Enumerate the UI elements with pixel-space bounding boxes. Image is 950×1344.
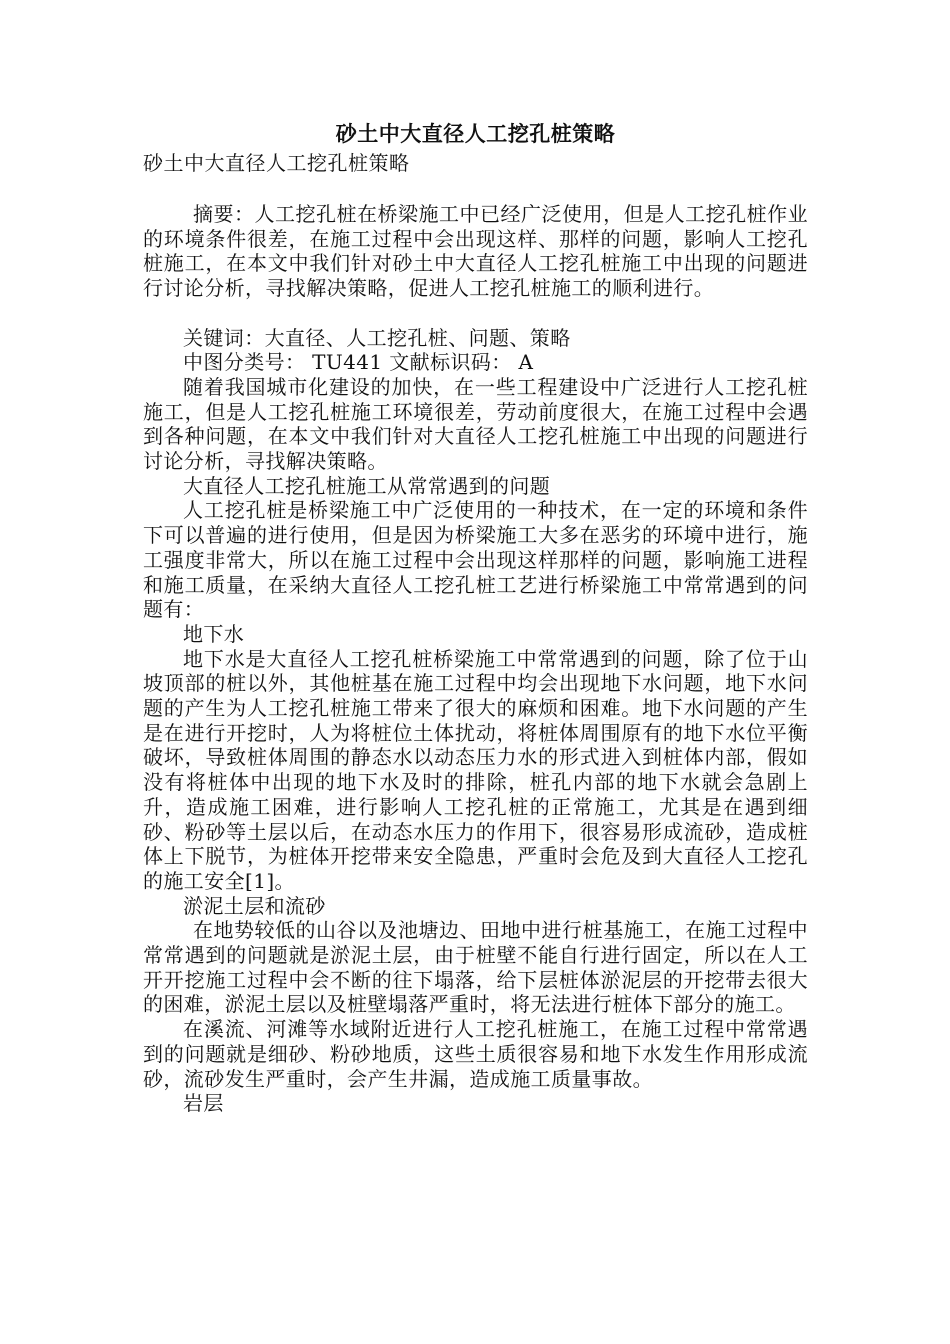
document-page [143,118,808,1116]
classification-line: 中图分类号： TU441 文献标识码： A [183,350,534,375]
subheading-silt-quicksand: 淤泥土层和流砂 [183,893,326,918]
section-heading-problems: 大直径人工挖孔桩施工从常常遇到的问题 [183,473,551,498]
subheading-groundwater: 地下水 [183,621,245,646]
section-paragraph-problems: 人工挖孔桩是桥梁施工中广泛使用的一种技术，在一定的环境和条件下可以普遍的进行使用，但是因为桥梁施工大多在恶劣的环境中进行，施工强度非常大，所以在施工过程中会出现这样那样的问题，影响施工进程和施工质量，在采纳大直径人工挖孔桩工艺进行桥梁施工中常常遇到的问题有： [143,498,808,622]
abstract-paragraph: 摘要：人工挖孔桩在桥梁施工中已经广泛使用，但是人工挖孔桩作业的环境条件很差，在施工过程中会出现这样、那样的问题，影响人工挖孔桩施工，在本文中我们针对砂土中大直径人工挖孔桩施工中出现的问题进行讨论分析，寻找解决策略，促进人工挖孔桩施工的顺利进行。 [143,202,808,301]
paragraph-groundwater: 地下水是大直径人工挖孔桩桥梁施工中常常遇到的问题，除了位于山坡顶部的桩以外，其他桩基在施工过程中均会出现地下水问题，地下水问题的产生为人工挖孔桩施工带来了很大的麻烦和困难。地下水问题的产生是在进行开挖时，人为将桩位土体扰动，将桩体周围原有的地下水位平衡破坏，导致桩体周围的静态水以动态压力水的形式进入到桩体内部，假如没有将桩体中出现的地下水及时的排除，桩孔内部的地下水就会急剧上升，造成施工困难，进行影响人工挖孔桩的正常施工，尤其是在遇到细砂、粉砂等土层以后，在动态水压力的作用下，很容易形成流砂，造成桩体上下脱节，为桩体开挖带来安全隐患，严重时会危及到大直径人工挖孔的施工安全[1]。 [143,646,808,893]
intro-paragraph: 随着我国城市化建设的加快，在一些工程建设中广泛进行人工挖孔桩施工，但是人工挖孔桩施工环境很差，劳动前度很大，在施工过程中会遇到各种问题，在本文中我们针对大直径人工挖孔桩施工中出现的问题进行讨论分析，寻找解决策略。 [143,374,808,474]
document-subtitle: 砂土中大直径人工挖孔桩策略 [143,151,410,175]
paragraph-silt-1: 在地势较低的山谷以及池塘边、田地中进行桩基施工，在施工过程中常常遇到的问题就是淤泥土层，由于桩壁不能自行进行固定，所以在人工开开挖施工过程中会不断的往下塌落，给下层桩体淤泥层的开挖带去很大的困难，淤泥土层以及桩壁塌落严重时，将无法进行桩体下部分的施工。 [143,918,808,1017]
subheading-rock-layer: 岩层 [183,1091,224,1116]
paragraph-silt-2: 在溪流、河滩等水域附近进行人工挖孔桩施工，在施工过程中常常遇到的问题就是细砂、粉砂地质，这些土质很容易和地下水发生作用形成流砂，流砂发生严重时，会产生井漏，造成施工质量事故。 [143,1017,808,1091]
keywords-line: 关键词：大直径、人工挖孔桩、问题、策略 [183,325,571,350]
document-title: 砂土中大直径人工挖孔桩策略 [335,121,616,146]
